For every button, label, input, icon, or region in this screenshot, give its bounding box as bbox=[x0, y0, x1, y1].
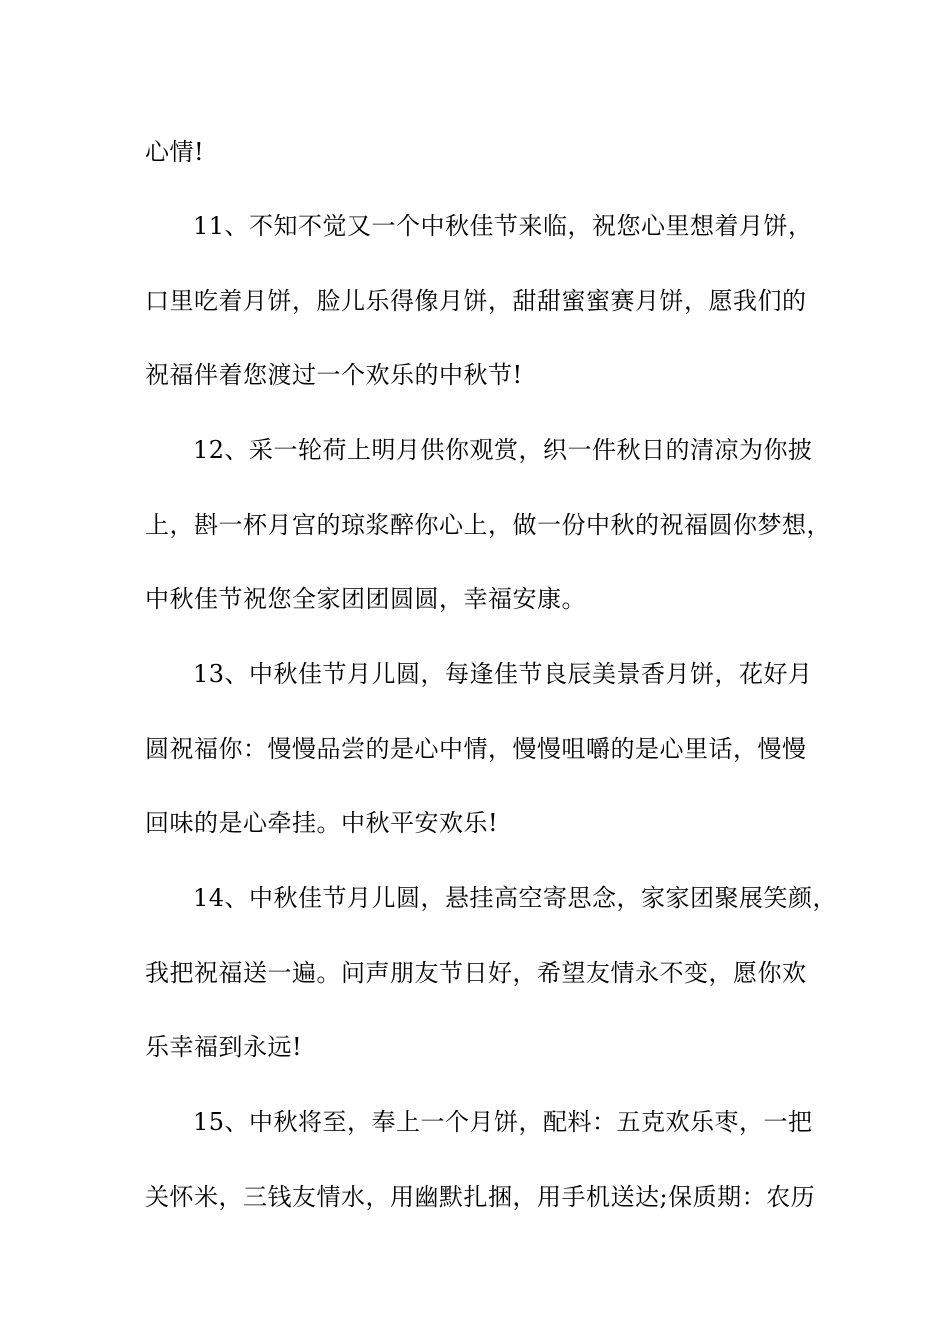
paragraph-14-line-3: 乐幸福到永远! bbox=[145, 1033, 303, 1061]
paragraph-12-line-1: 12、采一轮荷上明月供你观赏，织一件秋日的清凉为你披 bbox=[193, 436, 813, 464]
text-line: 心情! bbox=[145, 138, 205, 166]
paragraph-12-line-2: 上，斟一杯月宫的琼浆醉你心上，做一份中秋的祝福圆你梦想， bbox=[145, 511, 831, 539]
paragraph-14-line-2: 我把祝福送一遍。问声朋友节日好，希望友情永不变，愿你欢 bbox=[145, 959, 807, 987]
paragraph-11-line-3: 祝福伴着您渡过一个欢乐的中秋节! bbox=[145, 361, 523, 389]
paragraph-12-line-3: 中秋佳节祝您全家团团圆圆，幸福安康。 bbox=[145, 585, 586, 613]
paragraph-11-line-1: 11、不知不觉又一个中秋佳节来临，祝您心里想着月饼， bbox=[193, 212, 813, 240]
paragraph-11-line-2: 口里吃着月饼，脸儿乐得像月饼，甜甜蜜蜜赛月饼，愿我们的 bbox=[145, 287, 807, 315]
paragraph-13-line-1: 13、中秋佳节月儿圆，每逢佳节良辰美景香月饼，花好月 bbox=[193, 660, 813, 688]
paragraph-13-line-2: 圆祝福你：慢慢品尝的是心中情，慢慢咀嚼的是心里话，慢慢 bbox=[145, 735, 807, 763]
paragraph-15-line-1: 15、中秋将至，奉上一个月饼，配料：五克欢乐枣，一把 bbox=[193, 1108, 813, 1136]
paragraph-13-line-3: 回味的是心牵挂。中秋平安欢乐! bbox=[145, 809, 499, 837]
paragraph-14-line-1: 14、中秋佳节月儿圆，悬挂高空寄思念，家家团聚展笑颜， bbox=[193, 884, 838, 912]
paragraph-15-line-2: 关怀米，三钱友情水，用幽默扎捆，用手机送达;保质期：农历 bbox=[145, 1183, 816, 1211]
